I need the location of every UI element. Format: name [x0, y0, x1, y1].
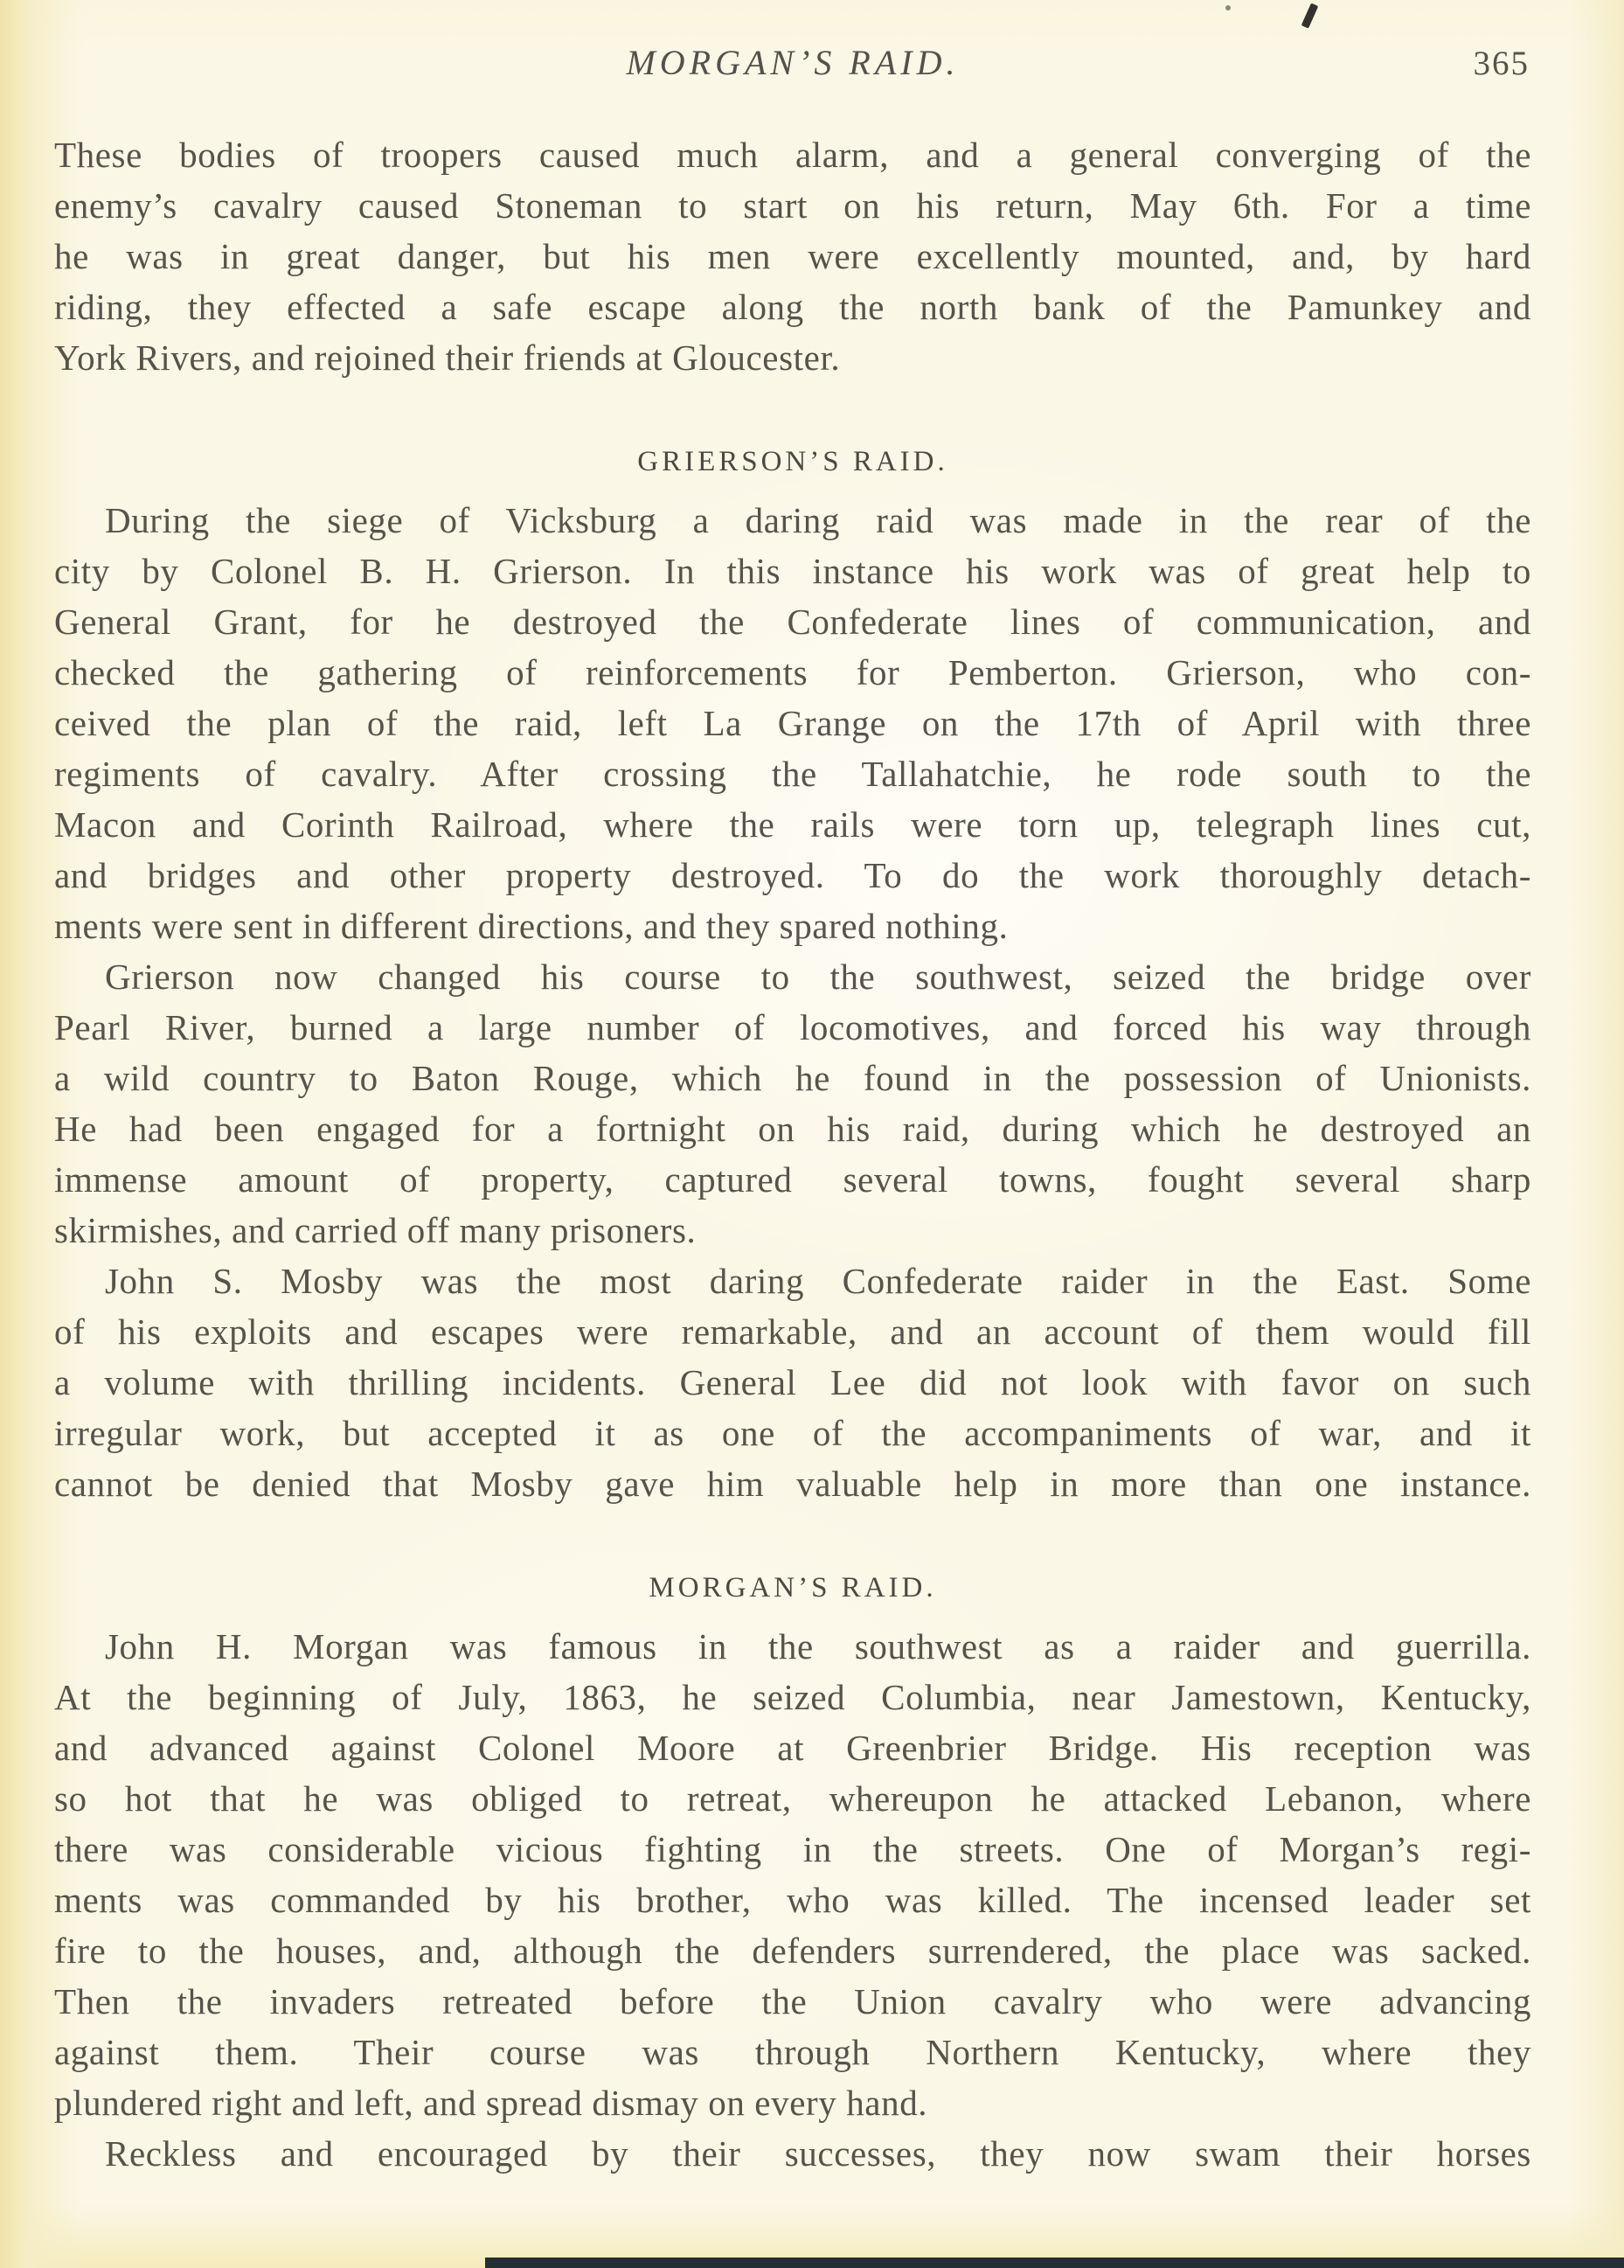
text-line: city by Colonel B. H. Grierson. In this instance his work was of great help to	[54, 551, 1531, 591]
text-line: He had been engaged for a fortnight on his raid, during which he destroyed an	[54, 1109, 1531, 1149]
page-number: 365	[1473, 45, 1530, 82]
text-line: General Grant, for he destroyed the Confederate lines of communication, and	[54, 602, 1531, 642]
text-line: of his exploits and escapes were remarkable, and an account of them would fill	[54, 1311, 1531, 1352]
ink-speck	[1301, 3, 1319, 28]
text-line: skirmishes, and carried off many prisoners.	[54, 1210, 697, 1250]
text-line: and bridges and other property destroyed. To do the work thoroughly detach-	[54, 855, 1531, 895]
scan-edge-bar	[485, 2258, 1624, 2268]
text-line: riding, they effected a safe escape along the north bank of the Pamunkey and	[54, 287, 1531, 327]
paragraph	[54, 1256, 1531, 1509]
page-header	[54, 42, 1531, 94]
text-line: checked the gathering of reinforcements for Pemberton. Grierson, who con-	[54, 652, 1531, 692]
text-line: ments was commanded by his brother, who was killed. The incensed leader set	[54, 1880, 1531, 1920]
text-line: York Rivers, and rejoined their friends at Gloucester.	[54, 337, 841, 378]
text-line: a wild country to Baton Rouge, which he found in the possession of Unionists.	[54, 1058, 1531, 1098]
paragraph	[54, 495, 1531, 951]
text-line: enemy’s cavalry caused Stoneman to start on his return, May 6th. For a time	[54, 185, 1531, 226]
paragraph	[54, 2128, 1531, 2179]
section-heading: MORGAN’S RAID.	[649, 1572, 937, 1604]
text-line: ceived the plan of the raid, left La Grange on the 17th of April with three	[54, 703, 1531, 743]
text-line: ments were sent in different directions, and they spared nothing.	[54, 906, 1009, 946]
paragraph	[54, 951, 1531, 1256]
text-line: against them. Their course was through Northern Kentucky, where they	[54, 2032, 1531, 2072]
text-line: a volume with thrilling incidents. General Lee did not look with favor on such	[54, 1362, 1531, 1402]
text-line: Grierson now changed his course to the southwest, seized the bridge over	[105, 957, 1531, 997]
text-line: he was in great danger, but his men were excellently mounted, and, by hard	[54, 236, 1531, 276]
section-heading: GRIERSON’S RAID.	[637, 446, 948, 477]
text-line: irregular work, but accepted it as one of the accompaniments of war, and it	[54, 1413, 1531, 1453]
ink-dot	[1225, 5, 1231, 10]
text-line: Pearl River, burned a large number of locomotives, and forced his way through	[54, 1007, 1531, 1047]
text-line: John H. Morgan was famous in the southwest as a raider and guerrilla.	[105, 1626, 1531, 1666]
page-body	[54, 129, 1531, 2179]
text-line: At the beginning of July, 1863, he seized Columbia, near Jamestown, Kentucky,	[54, 1677, 1531, 1717]
text-line: immense amount of property, captured several towns, fought several sharp	[54, 1159, 1531, 1200]
paragraph	[54, 1621, 1531, 2128]
text-line: Then the invaders retreated before the Union cavalry who were advancing	[54, 1981, 1531, 2021]
text-line: and advanced against Colonel Moore at Greenbrier Bridge. His reception was	[54, 1728, 1531, 1768]
paragraph	[54, 129, 1531, 383]
text-line: Macon and Corinth Railroad, where the rails were torn up, telegraph lines cut,	[54, 804, 1531, 845]
text-line: regiments of cavalry. After crossing the Tallahatchie, he rode south to the	[54, 754, 1531, 794]
text-line: plundered right and left, and spread dismay on every hand.	[54, 2083, 928, 2123]
text-line: cannot be denied that Mosby gave him valuable help in more than one instance.	[54, 1464, 1531, 1504]
text-line: John S. Mosby was the most daring Confederate raider in the East. Some	[105, 1261, 1531, 1301]
text-line: fire to the houses, and, although the defenders surrendered, the place was sacked.	[54, 1931, 1531, 1971]
text-line: there was considerable vicious fighting in the streets. One of Morgan’s regi-	[54, 1829, 1531, 1869]
text-line: Reckless and encouraged by their successes, they now swam their horses	[105, 2133, 1531, 2174]
text-line: so hot that he was obliged to retreat, whereupon he attacked Lebanon, where	[54, 1778, 1531, 1819]
running-head: MORGAN’S RAID.	[626, 43, 960, 82]
text-line: These bodies of troopers caused much alarm, and a general converging of the	[54, 135, 1531, 175]
text-line: During the siege of Vicksburg a daring raid was made in the rear of the	[105, 500, 1531, 540]
